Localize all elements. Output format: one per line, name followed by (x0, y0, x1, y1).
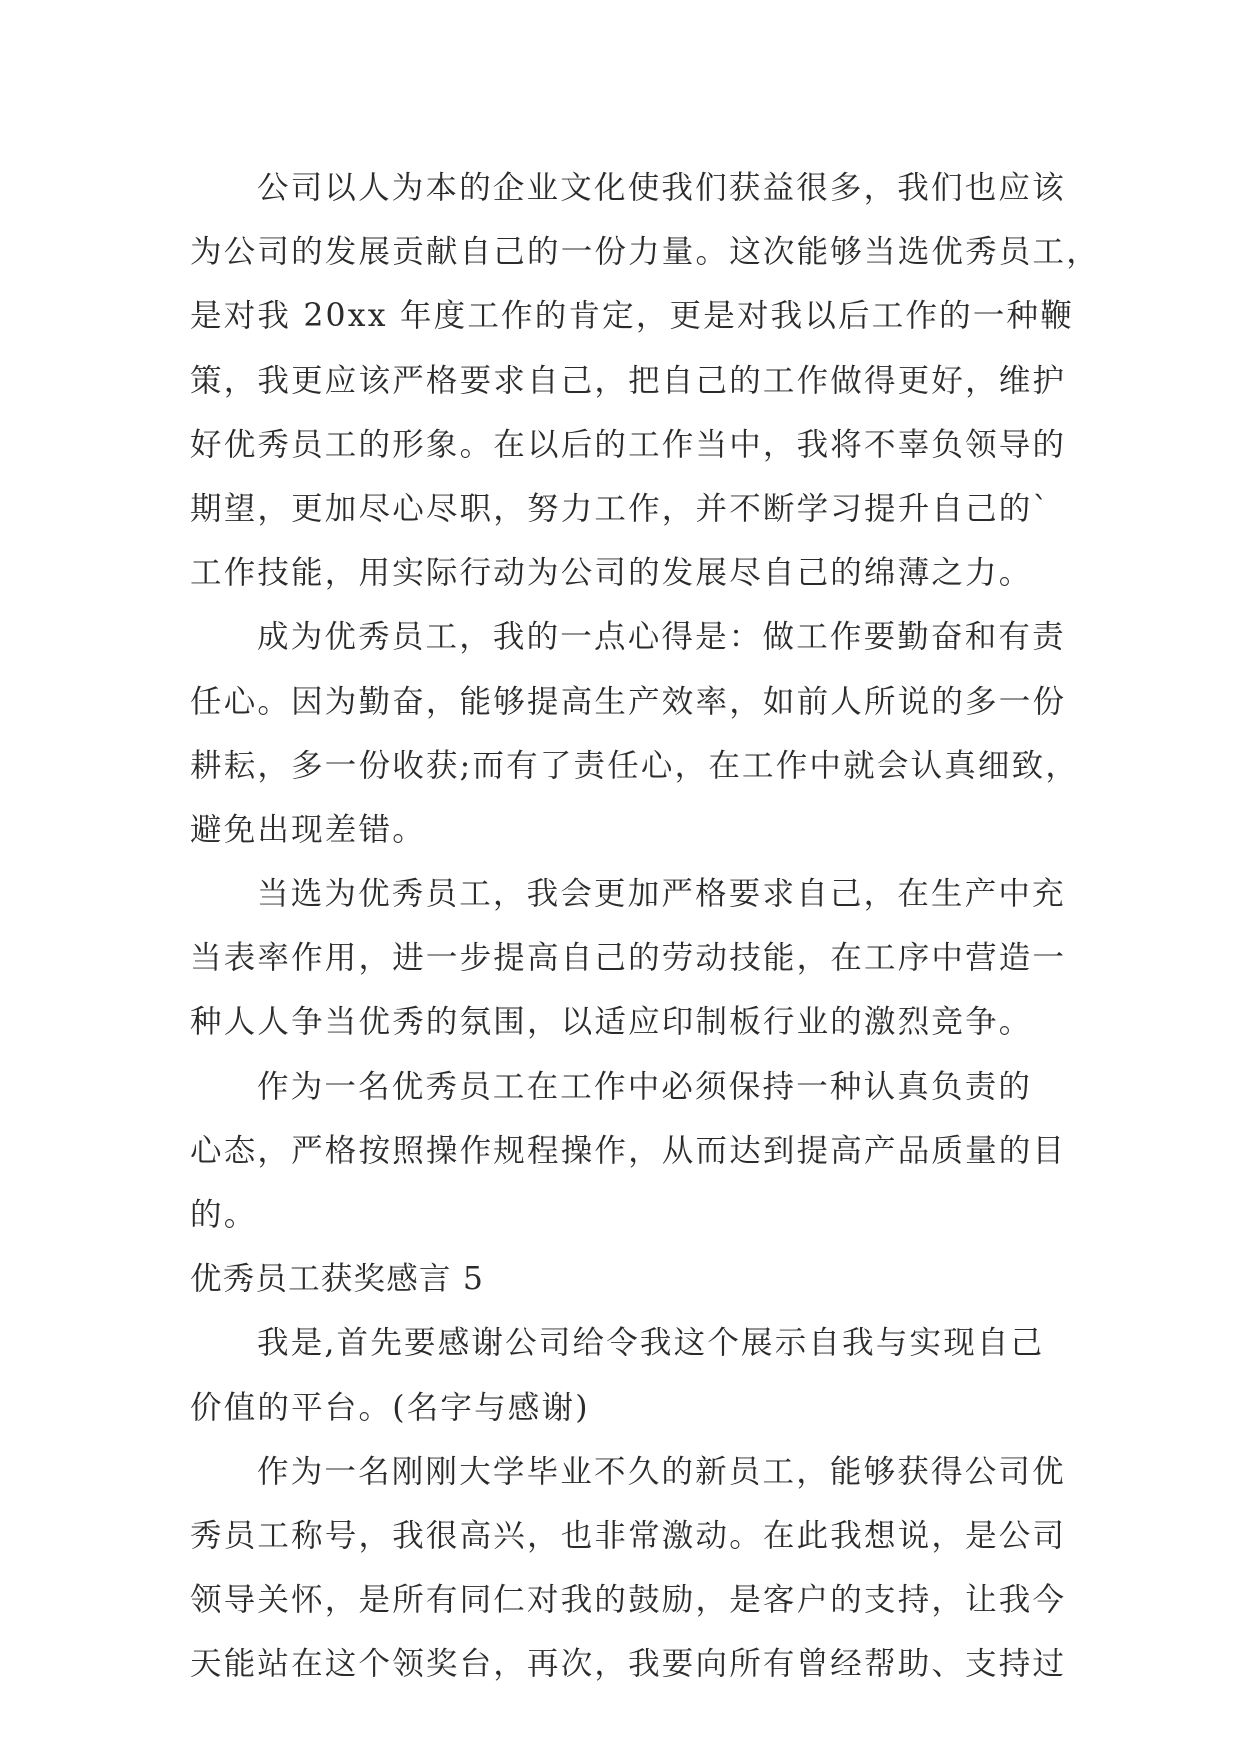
paragraph-6-line-3: 领导关怀，是所有同仁对我的鼓励，是客户的支持，让我今 (190, 1582, 1067, 1619)
paragraph-3-line-1: 当选为优秀员工，我会更加严格要求自己，在生产中充 (257, 876, 1066, 913)
paragraph-4-line-2: 心态，严格按照操作规程操作，从而达到提高产品质量的目 (190, 1132, 1067, 1169)
paragraph-1-line-2: 为公司的发展贡献自己的一份力量。这次能够当选优秀员工， (190, 234, 1100, 271)
section-heading: 优秀员工获奖感言 5 (190, 1261, 485, 1298)
paragraph-2-line-3: 耕耘，多一份收获;而有了责任心，在工作中就会认真细致， (190, 747, 1080, 784)
paragraph-5-line-2: 价值的平台。(名字与感谢) (190, 1389, 590, 1426)
paragraph-2-line-4: 避免出现差错。 (190, 811, 426, 848)
paragraph-5-line-1: 我是,首先要感谢公司给令我这个展示自我与实现自己 (257, 1325, 1045, 1362)
paragraph-1-line-4: 策，我更应该严格要求自己，把自己的工作做得更好，维护 (190, 362, 1067, 399)
paragraph-2-line-2: 任心。因为勤奋，能够提高生产效率，如前人所说的多一份 (190, 683, 1067, 720)
paragraph-4-line-1: 作为一名优秀员工在工作中必须保持一种认真负责的 (257, 1068, 1033, 1105)
paragraph-1-line-6: 期望，更加尽心尽职，努力工作，并不断学习提升自己的` (190, 490, 1051, 527)
paragraph-1-line-3: 是对我 20xx 年度工作的肯定，更是对我以后工作的一种鞭 (190, 298, 1074, 335)
paragraph-1-line-5: 好优秀员工的形象。在以后的工作当中，我将不辜负领导的 (190, 426, 1067, 463)
paragraph-6-line-4: 天能站在这个领奖台，再次，我要向所有曾经帮助、支持过 (190, 1646, 1067, 1683)
document-body (190, 156, 1100, 1697)
paragraph-3-line-3: 种人人争当优秀的氛围，以适应印制板行业的激烈竞争。 (190, 1004, 1033, 1041)
paragraph-6-line-1: 作为一名刚刚大学毕业不久的新员工，能够获得公司优 (257, 1453, 1066, 1490)
paragraph-1-line-1: 公司以人为本的企业文化使我们获益很多，我们也应该 (257, 170, 1066, 206)
paragraph-2-line-1: 成为优秀员工，我的一点心得是：做工作要勤奋和有责 (257, 619, 1066, 656)
paragraph-6-line-2: 秀员工称号，我很高兴，也非常激动。在此我想说，是公司 (190, 1517, 1067, 1554)
paragraph-4-line-3: 的。 (190, 1197, 258, 1233)
paragraph-1-line-7: 工作技能，用实际行动为公司的发展尽自己的绵薄之力。 (190, 555, 1033, 592)
paragraph-3-line-2: 当表率作用，进一步提高自己的劳动技能，在工序中营造一 (190, 940, 1067, 977)
